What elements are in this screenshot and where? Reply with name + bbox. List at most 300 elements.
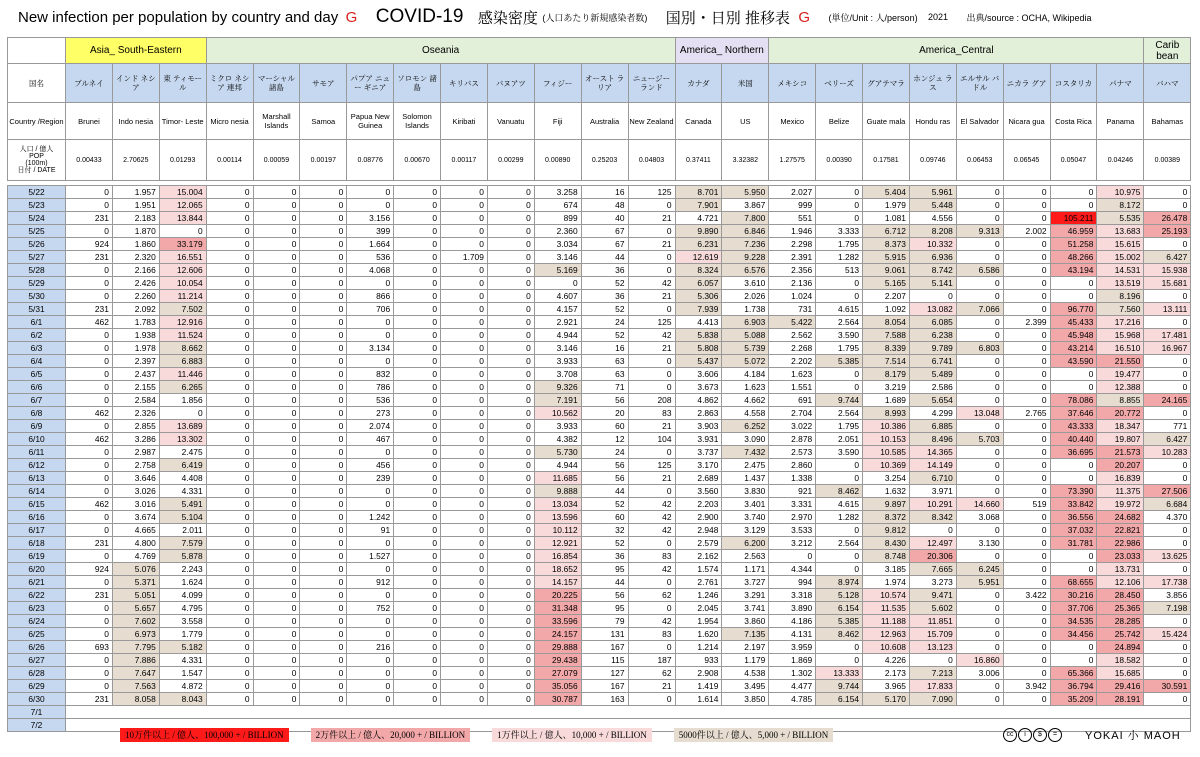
country-name-jp: フィジー [534,64,581,103]
data-cell: 0 [253,199,300,212]
data-cell: 0 [253,628,300,641]
data-cell: 13.111 [1144,303,1191,316]
data-cell: 0 [816,290,863,303]
data-cell: 6.883 [159,355,206,368]
data-cell: 513 [816,264,863,277]
data-cell: 15.681 [1144,277,1191,290]
legend-item: 10万件以上 / 億人、100,000 + / BILLION [120,728,289,742]
population-value: 0.00197 [300,140,347,181]
data-cell: 731 [769,303,816,316]
data-cell: 0 [909,524,956,537]
data-cell: 17.216 [1097,316,1144,329]
data-cell: 0 [441,667,488,680]
data-cell: 0 [487,303,534,316]
data-cell: 1.860 [112,238,159,251]
data-cell: 25.742 [1097,628,1144,641]
data-cell: 15.709 [909,628,956,641]
data-cell: 21 [628,420,675,433]
data-cell: 0 [66,550,113,563]
data-cell: 0 [300,433,347,446]
table-row [8,667,1191,680]
data-cell: 0 [300,667,347,680]
data-cell: 0 [300,537,347,550]
data-cell: 3.090 [722,433,769,446]
data-cell: 0 [394,433,441,446]
data-cell: 28.450 [1097,589,1144,602]
data-cell: 73.390 [1050,485,1097,498]
data-cell: 6.238 [909,329,956,342]
data-cell: 0 [253,420,300,433]
data-cell: 0 [487,355,534,368]
data-cell: 7.066 [956,303,1003,316]
data-cell: 3.134 [347,342,394,355]
data-cell: 56 [581,589,628,602]
data-cell: 2.045 [675,602,722,615]
data-cell: 5.422 [769,316,816,329]
data-cell: 0 [347,654,394,667]
date-cell: 6/23 [8,602,66,615]
data-cell: 5.491 [159,498,206,511]
data-cell: 0 [441,316,488,329]
data-cell: 1.632 [863,485,910,498]
data-cell: 0 [956,680,1003,693]
data-cell: 0 [1144,381,1191,394]
data-cell: 8.058 [112,693,159,706]
data-cell: 15.685 [1097,667,1144,680]
data-cell: 0 [300,511,347,524]
data-cell: 30.787 [534,693,581,706]
data-cell: 0 [441,693,488,706]
data-cell: 0 [628,446,675,459]
table-row [8,420,1191,433]
data-cell: 9.888 [534,485,581,498]
data-cell: 5.404 [863,186,910,199]
data-cell: 0 [347,355,394,368]
data-cell: 4.370 [1144,511,1191,524]
data-cell: 1.738 [722,303,769,316]
data-cell: 519 [1003,498,1050,511]
data-cell: 65.366 [1050,667,1097,680]
data-cell: 0 [956,381,1003,394]
data-cell: 5.838 [675,329,722,342]
data-cell: 2.397 [112,355,159,368]
data-cell: 51.258 [1050,238,1097,251]
data-cell: 3.068 [956,511,1003,524]
data-cell: 71 [581,381,628,394]
data-cell: 0 [206,472,253,485]
data-cell: 3.590 [816,329,863,342]
data-cell: 0 [487,277,534,290]
data-cell: 2.260 [112,290,159,303]
data-cell: 18.582 [1097,654,1144,667]
data-cell: 3.737 [675,446,722,459]
data-cell: 4.662 [722,394,769,407]
data-cell: 0 [628,251,675,264]
data-cell: 56 [581,459,628,472]
data-cell: 5.088 [722,329,769,342]
data-cell: 0 [253,550,300,563]
data-cell: 0 [1144,641,1191,654]
data-cell: 216 [347,641,394,654]
data-cell: 0 [1003,524,1050,537]
data-cell: 7.665 [909,563,956,576]
data-cell: 13.625 [1144,550,1191,563]
population-value: 0.09746 [909,140,956,181]
population-value: 0.04246 [1097,140,1144,181]
data-cell: 34.535 [1050,615,1097,628]
data-cell: 1.246 [675,589,722,602]
data-cell: 37.706 [1050,602,1097,615]
country-name-jp: バヌアツ [487,64,534,103]
data-cell: 21 [628,342,675,355]
data-cell: 13.689 [159,420,206,433]
data-cell: 4.795 [159,602,206,615]
data-cell: 11.535 [863,602,910,615]
data-cell: 4.184 [722,368,769,381]
data-cell: 208 [628,394,675,407]
data-cell: 0 [628,303,675,316]
data-cell: 11.188 [863,615,910,628]
data-cell: 2.563 [722,550,769,563]
data-cell: 0 [300,264,347,277]
data-cell: 0 [394,238,441,251]
data-cell: 0 [300,290,347,303]
data-cell: 0 [441,654,488,667]
data-cell: 0 [253,368,300,381]
data-cell: 0 [441,472,488,485]
data-cell: 0 [628,368,675,381]
data-cell: 0 [441,589,488,602]
data-cell: 0 [300,277,347,290]
data-cell: 0 [394,576,441,589]
data-cell: 0 [1003,537,1050,550]
country-name-en: Solomon Islands [394,103,441,140]
data-cell: 30.216 [1050,589,1097,602]
data-cell: 0 [347,615,394,628]
data-cell: 0 [347,329,394,342]
by-icon: i [1018,728,1032,742]
country-name-en: El Salvador [956,103,1003,140]
data-cell: 14.531 [1097,264,1144,277]
table-row [8,524,1191,537]
date-cell: 5/27 [8,251,66,264]
data-cell: 6.057 [675,277,722,290]
data-cell: 24.682 [1097,511,1144,524]
data-cell: 0 [956,186,1003,199]
country-name-jp: サモア [300,64,347,103]
data-cell: 4.800 [112,537,159,550]
data-cell: 9.897 [863,498,910,511]
data-cell: 42 [628,563,675,576]
data-cell: 0 [159,407,206,420]
data-cell: 0 [253,290,300,303]
data-cell: 9.890 [675,225,722,238]
corner-en-label: Country /Region [8,103,66,140]
data-cell: 16.510 [1097,342,1144,355]
date-cell: 6/1 [8,316,66,329]
country-name-jp: インド ネシア [112,64,159,103]
data-cell: 0 [769,550,816,563]
table-row [8,329,1191,342]
table-row [8,498,1191,511]
country-name-jp: キリバス [441,64,488,103]
table-row [8,381,1191,394]
data-cell: 0 [956,485,1003,498]
data-cell: 0 [1003,186,1050,199]
data-cell: 3.971 [909,485,956,498]
data-cell: 536 [347,394,394,407]
data-cell: 0 [300,407,347,420]
data-cell: 0 [253,251,300,264]
data-cell: 0 [1003,641,1050,654]
data-cell: 1.870 [112,225,159,238]
data-cell: 2.564 [816,537,863,550]
country-name-jp: カナダ [675,64,722,103]
data-cell: 4.769 [112,550,159,563]
data-cell: 15.615 [1097,238,1144,251]
data-cell: 7.514 [863,355,910,368]
data-cell: 0 [253,589,300,602]
data-cell: 0 [394,186,441,199]
population-value: 0.00433 [66,140,113,181]
data-cell: 2.166 [112,264,159,277]
data-cell: 924 [66,563,113,576]
data-cell: 0 [1050,290,1097,303]
data-cell: 3.558 [159,615,206,628]
data-cell: 0 [300,303,347,316]
data-cell: 0 [300,212,347,225]
date-cell: 6/29 [8,680,66,693]
data-cell: 231 [66,537,113,550]
data-cell: 6.903 [722,316,769,329]
data-cell: 0 [66,472,113,485]
infection-table [7,37,1191,732]
data-cell: 1.856 [159,394,206,407]
data-cell: 921 [769,485,816,498]
data-cell: 14.157 [534,576,581,589]
data-cell: 0 [1144,537,1191,550]
data-cell: 7.502 [159,303,206,316]
data-cell: 1.664 [347,238,394,251]
data-cell: 8.462 [816,628,863,641]
data-cell: 0 [394,264,441,277]
data-cell: 6.419 [159,459,206,472]
data-cell: 1.795 [816,420,863,433]
date-cell: 5/22 [8,186,66,199]
data-cell: 5.141 [909,277,956,290]
data-cell: 0 [206,199,253,212]
data-cell: 3.212 [769,537,816,550]
corner-pop-date [8,140,66,181]
data-cell: 3.401 [722,498,769,511]
population-value: 0.25203 [581,140,628,181]
data-cell: 0 [206,628,253,641]
data-cell: 786 [347,381,394,394]
data-cell: 1.302 [769,667,816,680]
data-cell: 2.183 [112,212,159,225]
data-cell: 115 [581,654,628,667]
data-cell: 0 [487,264,534,277]
data-cell: 10.283 [1144,446,1191,459]
data-cell: 7.135 [722,628,769,641]
data-cell: 0 [816,550,863,563]
data-cell: 3.933 [534,355,581,368]
date-cell: 6/16 [8,511,66,524]
data-cell: 0 [909,290,956,303]
data-cell: 43.333 [1050,420,1097,433]
data-cell: 0 [1003,563,1050,576]
data-cell: 551 [769,212,816,225]
data-cell: 0 [534,277,581,290]
data-cell: 2.863 [675,407,722,420]
data-cell: 16 [581,186,628,199]
data-cell: 2.162 [675,550,722,563]
data-cell: 0 [394,628,441,641]
date-cell: 6/30 [8,693,66,706]
data-cell: 0 [66,602,113,615]
data-cell: 0 [487,615,534,628]
data-cell: 0 [66,277,113,290]
data-cell: 0 [487,563,534,576]
data-cell: 0 [253,394,300,407]
data-cell: 2.011 [159,524,206,537]
data-cell: 0 [347,537,394,550]
data-cell: 67 [581,238,628,251]
data-cell: 0 [1003,576,1050,589]
data-cell: 8.324 [675,264,722,277]
data-cell: 4.615 [816,303,863,316]
data-cell: 0 [253,472,300,485]
data-cell: 3.022 [769,420,816,433]
population-value: 1.27575 [769,140,816,181]
data-cell: 2.878 [769,433,816,446]
data-cell: 0 [956,329,1003,342]
data-cell: 0 [441,602,488,615]
data-cell: 7.800 [722,212,769,225]
population-value: 0.00059 [253,140,300,181]
data-cell: 0 [300,550,347,563]
data-cell: 0 [394,602,441,615]
data-cell: 2.136 [769,277,816,290]
data-cell: 1.171 [722,563,769,576]
data-cell: 0 [1144,238,1191,251]
data-cell: 4.299 [909,407,956,420]
data-cell: 0 [956,615,1003,628]
data-cell: 771 [1144,420,1191,433]
data-cell: 11.685 [534,472,581,485]
data-cell: 44 [581,251,628,264]
data-cell: 0 [253,459,300,472]
data-cell: 0 [441,238,488,251]
data-cell: 0 [1144,459,1191,472]
data-cell: 62 [628,667,675,680]
data-cell: 0 [1003,251,1050,264]
data-cell: 0 [487,537,534,550]
data-cell: 924 [66,238,113,251]
data-cell: 2.391 [769,251,816,264]
data-cell: 0 [206,602,253,615]
data-cell: 0 [816,641,863,654]
data-cell: 0 [487,498,534,511]
data-cell: 0 [441,446,488,459]
data-cell: 5.051 [112,589,159,602]
data-cell: 0 [956,641,1003,654]
data-cell: 6.245 [956,563,1003,576]
data-cell: 13.048 [956,407,1003,420]
date-cell: 6/21 [8,576,66,589]
data-cell: 462 [66,433,113,446]
data-cell: 3.286 [112,433,159,446]
data-cell: 0 [253,329,300,342]
data-cell: 36 [581,550,628,563]
data-cell: 42 [628,329,675,342]
data-cell: 0 [956,420,1003,433]
data-cell: 0 [487,628,534,641]
table-row [8,225,1191,238]
data-cell: 7.560 [1097,303,1144,316]
table-row [8,277,1191,290]
data-cell: 0 [206,550,253,563]
data-cell: 3.422 [1003,589,1050,602]
data-cell: 462 [66,316,113,329]
data-cell: 0 [394,615,441,628]
country-name-en: Fiji [534,103,581,140]
data-cell: 44 [581,485,628,498]
data-cell: 5.961 [909,186,956,199]
data-cell: 3.258 [534,186,581,199]
data-cell: 0 [206,355,253,368]
data-cell: 0 [300,589,347,602]
country-name-en: Nicara gua [1003,103,1050,140]
data-cell: 6.252 [722,420,769,433]
data-cell: 3.860 [722,615,769,628]
data-cell: 24.157 [534,628,581,641]
data-cell: 0 [206,238,253,251]
data-cell: 0 [956,589,1003,602]
data-cell: 0 [1003,277,1050,290]
data-cell: 0 [394,485,441,498]
data-cell: 0 [300,186,347,199]
data-cell: 4.131 [769,628,816,641]
data-cell: 0 [300,238,347,251]
data-cell: 2.765 [1003,407,1050,420]
data-cell: 3.740 [722,511,769,524]
data-cell: 0 [253,693,300,706]
data-cell: 6.154 [816,602,863,615]
data-cell: 0 [1003,433,1050,446]
data-cell: 0 [1003,368,1050,381]
nd-icon: = [1048,728,1062,742]
legend-item: 5000件以上 / 億人、5,000 + / BILLION [674,728,834,742]
data-cell: 0 [956,290,1003,303]
table-row [8,433,1191,446]
data-cell: 0 [206,186,253,199]
data-cell: 0 [1144,316,1191,329]
data-cell: 2.900 [675,511,722,524]
data-cell: 0 [1003,602,1050,615]
data-cell: 4.665 [112,524,159,537]
pop-label-jp: 人口 / 億人 [19,146,54,153]
data-cell: 33.179 [159,238,206,251]
data-cell: 0 [628,225,675,238]
data-cell: 24.894 [1097,641,1144,654]
data-cell: 0 [394,667,441,680]
data-cell: 3.291 [722,589,769,602]
data-cell: 3.931 [675,433,722,446]
data-cell: 0 [628,602,675,615]
data-cell: 5.169 [534,264,581,277]
data-cell: 2.326 [112,407,159,420]
